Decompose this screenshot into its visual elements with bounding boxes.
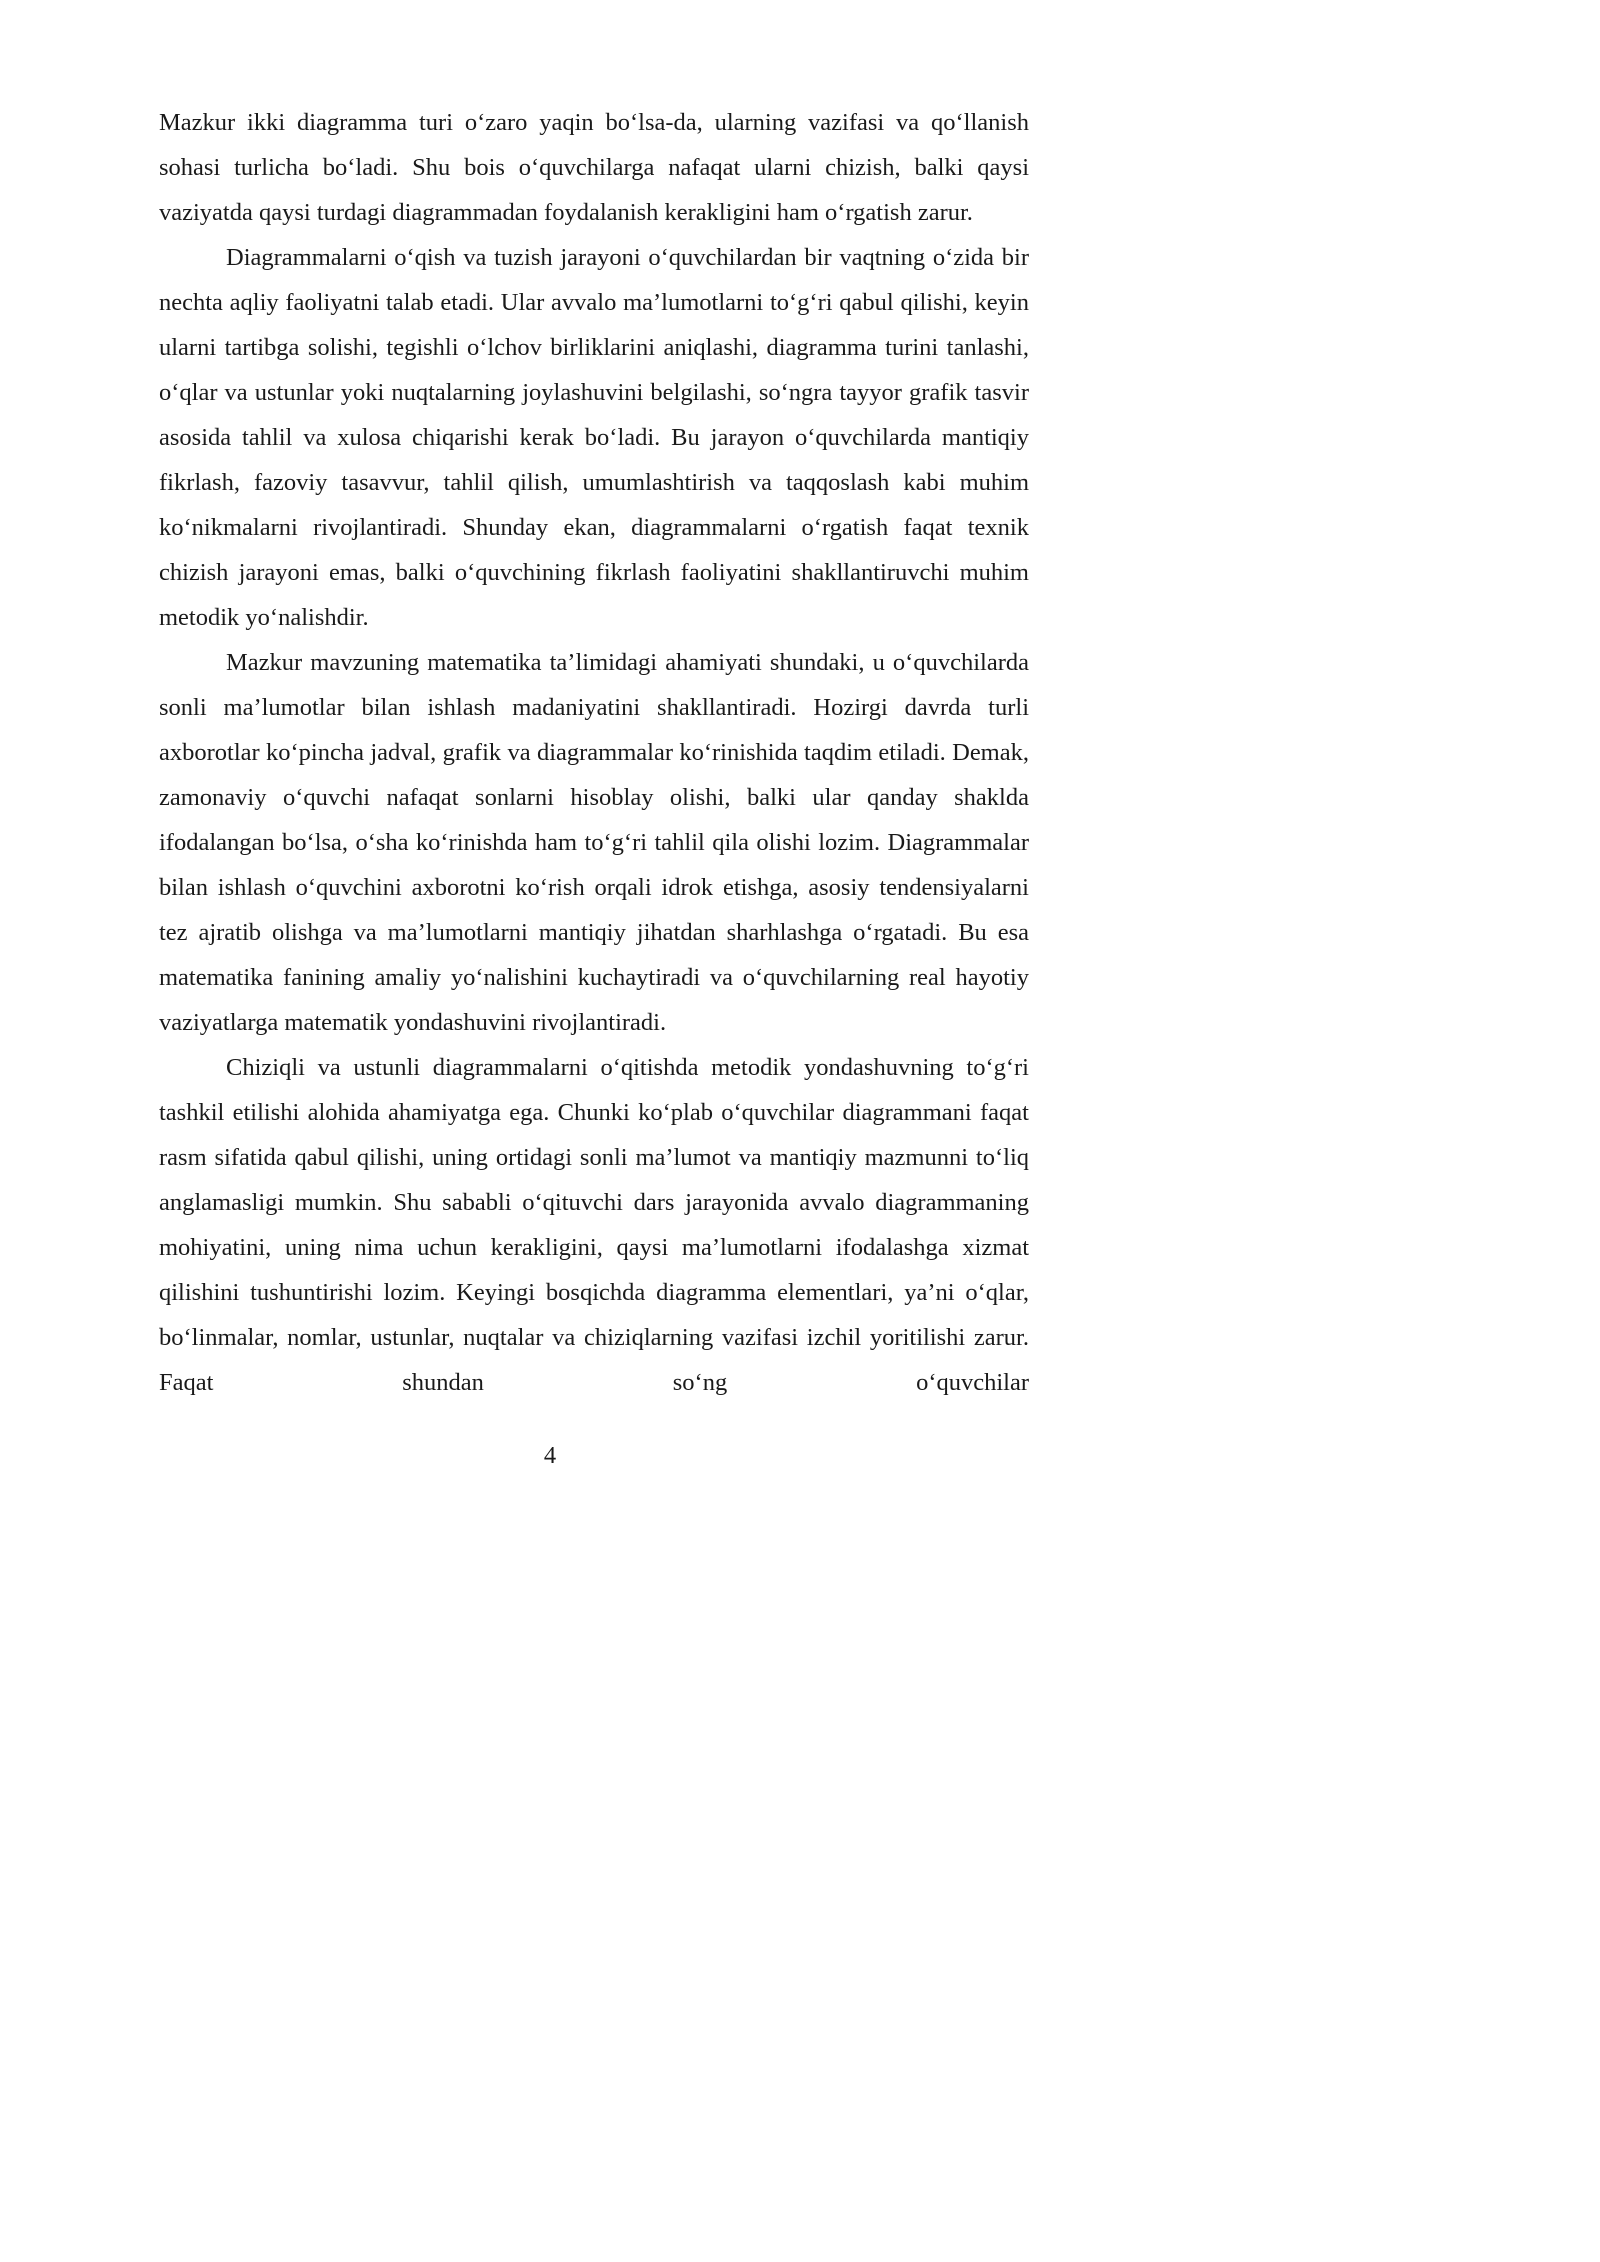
paragraph-3: Mazkur mavzuning matematika ta’limidagi ahamiyati shundaki, u o‘quvchilarda sonli ma’lumotlar bilan ishlash madaniyatini shakllantiradi. Hozirgi davrda turli axborotlar ko‘pincha jadval, grafik va diagrammalar ko‘rinishida taqdim etiladi. Demak, zamonaviy o‘quvchi nafaqat sonlarni hisoblay olishi, balki ular qanday shaklda ifodalangan bo‘lsa, o‘sha ko‘rinishda ham to‘g‘ri tahlil qila olishi lozim. Diagrammalar bilan ishlash o‘quvchini axborotni ko‘rish orqali idrok etishga, asosiy tendensiyalarni tez ajratib olishga va ma’lumotlarni mantiqiy jihatdan sharhlashga o‘rgatadi. Bu esa matematika fanining amaliy yo‘nalishini kuchaytiradi va o‘quvchilarning real hayotiy vaziyatlarga matematik yondashuvini rivojlantiradi. — [159, 649, 1029, 1036]
body-text — [159, 100, 1029, 1405]
page-number: 4 — [543, 1442, 557, 1469]
paragraph-1: Mazkur ikki diagramma turi o‘zaro yaqin bo‘lsa-da, ularning vazifasi va qo‘llanish sohasi turlicha bo‘ladi. Shu bois o‘quvchilarga nafaqat ularni chizish, balki qaysi vaziyatda qaysi turdagi diagrammadan foydalanish kerakligini ham o‘rgatish zarur. — [159, 109, 1029, 226]
document-page — [0, 0, 1100, 1555]
paragraph-2: Diagrammalarni o‘qish va tuzish jarayoni o‘quvchilardan bir vaqtning o‘zida bir nechta aqliy faoliyatni talab etadi. Ular avvalo ma’lumotlarni to‘g‘ri qabul qilishi, keyin ularni tartibga solishi, tegishli o‘lchov birliklarini aniqlashi, diagramma turini tanlashi, o‘qlar va ustunlar yoki nuqtalarning joylashuvini belgilashi, so‘ngra tayyor grafik tasvir asosida tahlil va xulosa chiqarishi kerak bo‘ladi. Bu jarayon o‘quvchilarda mantiqiy fikrlash, fazoviy tasavvur, tahlil qilish, umumlashtirish va taqqoslash kabi muhim ko‘nikmalarni rivojlantiradi. Shunday ekan, diagrammalarni o‘rgatish faqat texnik chizish jarayoni emas, balki o‘quvchining fikrlash faoliyatini shakllantiruvchi muhim metodik yo‘nalishdir. — [159, 244, 1029, 631]
paragraph-4: Chiziqli va ustunli diagrammalarni o‘qitishda metodik yondashuvning to‘g‘ri tashkil etilishi alohida ahamiyatga ega. Chunki ko‘plab o‘quvchilar diagrammani faqat rasm sifatida qabul qilishi, uning ortidagi sonli ma’lumot va mantiqiy mazmunni to‘liq anglamasligi mumkin. Shu sababli o‘qituvchi dars jarayonida avvalo diagrammaning mohiyatini, uning nima uchun kerakligini, qaysi ma’lumotlarni ifodalashga xizmat qilishini tushuntirishi lozim. Keyingi bosqichda diagramma elementlari, ya’ni o‘qlar, bo‘linmalar, nomlar, ustunlar, nuqtalar va chiziqlarning vazifasi izchil yoritilishi zarur. Faqat shundan so‘ng o‘quvchilar — [159, 1054, 1029, 1396]
